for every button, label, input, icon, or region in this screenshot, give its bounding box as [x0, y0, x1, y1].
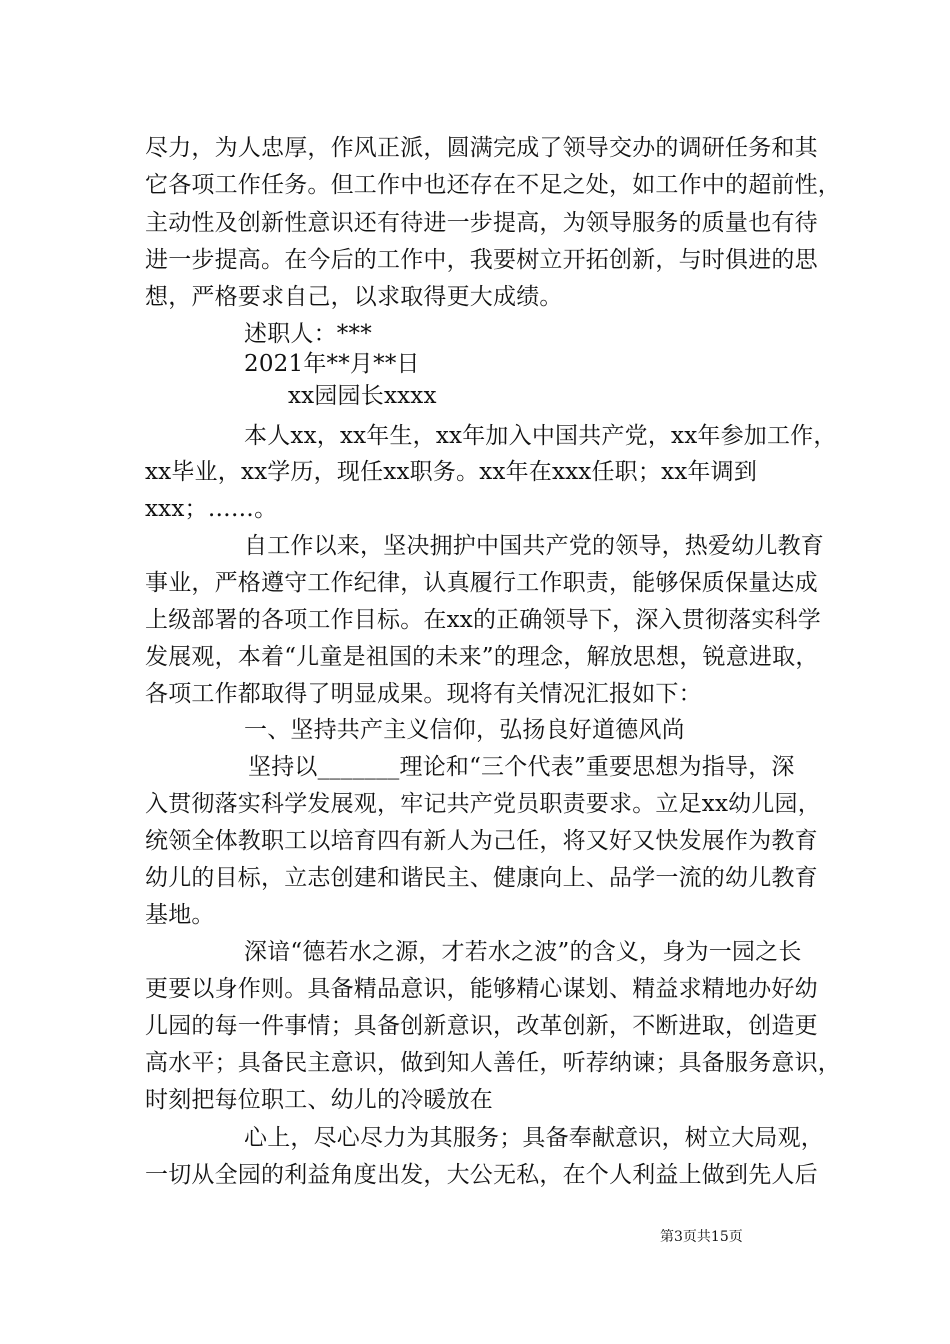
body-line: 主动性及创新性意识还有待进一步提高，为领导服务的质量也有待	[145, 210, 818, 236]
body-line: 儿园的每一件事情；具备创新意识，改革创新，不断进取，创造更	[145, 1013, 818, 1039]
body-line: 各项工作都取得了明显成果。现将有关情况汇报如下：	[145, 681, 702, 707]
body-line: 尽力，为人忠厚，作风正派，圆满完成了领导交办的调研任务和其	[145, 135, 818, 161]
body-line: xxx；……。	[145, 496, 278, 522]
body-line: 发展观，本着“儿童是祖国的未来”的理念，解放思想，锐意进取，	[145, 644, 819, 670]
body-line: 它各项工作任务。但工作中也还存在不足之处，如工作中的超前性，	[145, 172, 841, 198]
section-heading: 一、坚持共产主义信仰，弘扬良好道德风尚	[244, 717, 685, 743]
body-line: 自工作以来，坚决拥护中国共产党的领导，热爱幼儿教育	[244, 533, 824, 559]
body-line: 统领全体教职工以培育四有新人为己任，将又好又快发展作为教育	[145, 828, 818, 854]
body-line: 幼儿的目标，立志创建和谐民主、健康向上、品学一流的幼儿教育	[145, 865, 818, 891]
body-line: 本人xx，xx年生，xx年加入中国共产党，xx年参加工作，	[244, 423, 837, 449]
body-line: 入贯彻落实科学发展观，牢记共产党员职责要求。立足xx幼儿园，	[145, 791, 821, 817]
body-line: 高水平；具备民主意识，做到知人善任，听荐纳谏；具备服务意识，	[145, 1050, 841, 1076]
body-line: 时刻把每位职工、幼儿的冷暖放在	[145, 1087, 493, 1113]
date-line: 2021年**月**日	[244, 351, 420, 377]
body-line: 想，严格要求自己，以求取得更大成绩。	[145, 284, 563, 310]
body-line: 深谙“德若水之源，才若水之波”的含义，身为一园之长	[244, 939, 802, 965]
page-number: 第3页共15页	[660, 1229, 743, 1245]
body-line: 事业，严格遵守工作纪律，认真履行工作职责，能够保质保量达成	[145, 570, 818, 596]
section-title: xx园园长xxxx	[288, 383, 437, 409]
body-line: 心上，尽心尽力为其服务；具备奉献意识，树立大局观，	[244, 1125, 824, 1151]
body-line: 上级部署的各项工作目标。在xx的正确领导下，深入贯彻落实科学	[145, 607, 821, 633]
signer-line: 述职人：***	[244, 321, 372, 347]
body-line: 基地。	[145, 902, 215, 928]
body-line: xx毕业，xx学历，现任xx职务。xx年在xxx任职；xx年调到	[145, 459, 758, 485]
body-line: 一切从全园的利益角度出发，大公无私，在个人利益上做到先人后	[145, 1162, 818, 1188]
body-line: 进一步提高。在今后的工作中，我要树立开拓创新，与时俱进的思	[145, 247, 818, 273]
body-line: 坚持以_______理论和“三个代表”重要思想为指导，深	[248, 754, 795, 780]
body-line: 更要以身作则。具备精品意识，能够精心谋划、精益求精地办好幼	[145, 976, 818, 1002]
